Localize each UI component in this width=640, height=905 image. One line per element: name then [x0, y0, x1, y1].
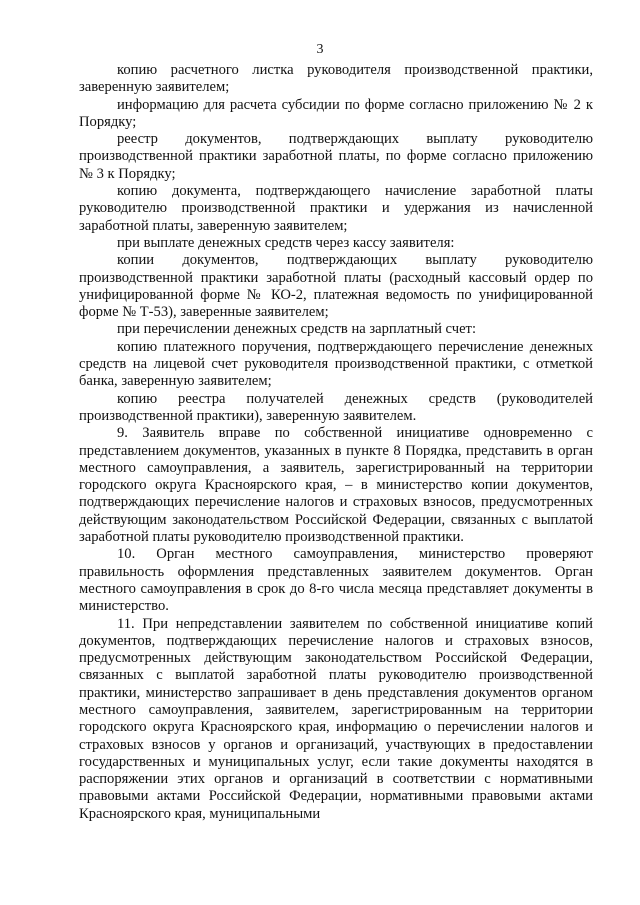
paragraph: копию платежного поручения, подтверждающего перечисление денежных средств на лицевой счет руководителя производственной практики, с отметкой банка, заверенную заявителем;	[79, 338, 593, 390]
paragraph: 10. Орган местного самоуправления, министерство проверяют правильность оформления представленных заявителем документов. Орган местного самоуправления в срок до 8-го числа месяца представляет документы в министерство.	[79, 546, 593, 615]
paragraph: при выплате денежных средств через кассу заявителя:	[117, 234, 455, 251]
paragraph: информацию для расчета субсидии по форме согласно приложению № 2 к Порядку;	[79, 96, 593, 130]
page-number: 3	[316, 42, 324, 57]
paragraph: при перечислении денежных средств на зарплатный счет:	[117, 321, 476, 338]
paragraph: 11. При непредставлении заявителем по собственной инициативе копий документов, подтверждающих перечисление налогов и страховых взносов, предусмотренных действующим законодательством Российской Федерации, связанных с выплатой заработной платы руководителю производственной практики, министерство запрашивает в день представления документов органом местного самоуправления, заявителем, зарегистрированным на территории городского округа Красноярского края, информацию о перечислении налогов и страховых взносов у органов и организаций, участвующих в предоставлении государственных и муниципальных услуг, если такие документы находятся в распоряжении этих органов и организаций в соответствии с нормативными правовыми актами Российской Федерации, нормативными правовыми актами Красноярского края, муниципальными	[79, 615, 593, 822]
paragraph: копию реестра получателей денежных средств (руководителей производственной практики), заверенную заявителем.	[79, 390, 593, 424]
paragraph: копию расчетного листка руководителя производственной практики, заверенную заявителем;	[79, 62, 593, 96]
paragraph: реестр документов, подтверждающих выплату руководителю производственной практики заработной платы, по форме согласно приложению № 3 к Порядку;	[79, 131, 593, 182]
document-body	[79, 62, 593, 823]
paragraph: копию документа, подтверждающего начисление заработной платы руководителю производственной практики и удержания из начисленной заработной платы, заверенную заявителем;	[79, 183, 593, 234]
paragraph: 9. Заявитель вправе по собственной инициативе одновременно с представлением документов, указанных в пункте 8 Порядка, представить в орган местного самоуправления, а заявитель, зарегистрированный на территории городского округа Красноярского края, – в министерство копии документов, подтверждающих перечисление налогов и страховых взносов, предусмотренных действующим законодательством Российской Федерации, связанных с выплатой заработной платы руководителю производственной практики.	[79, 425, 593, 546]
paragraph: копии документов, подтверждающих выплату руководителю производственной практики заработной платы (расходный кассовый ордер по унифицированной форме № КО-2, платежная ведомость по унифицированной форме № Т-53), заверенные заявителем;	[79, 252, 593, 321]
